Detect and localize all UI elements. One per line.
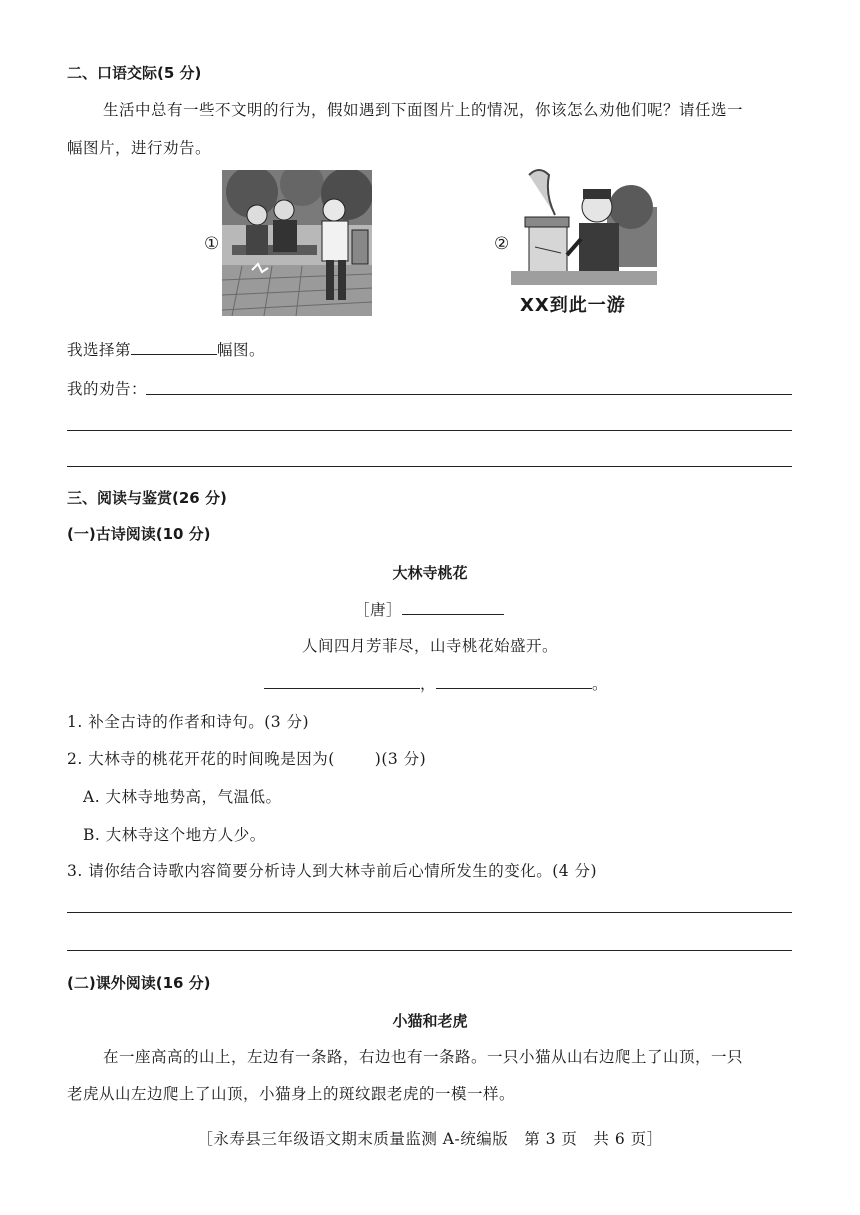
poem-period: 。 — [592, 675, 609, 693]
question-1: 1. 补全古诗的作者和诗句。(3 分) — [67, 713, 310, 731]
section-2-heading: 二、口语交际(5 分) — [67, 64, 202, 82]
subsection-1-heading: (一)古诗阅读(10 分) — [67, 525, 211, 543]
question-2-option-b: B. 大林寺这个地方人少。 — [83, 826, 266, 844]
picture-2-caption: XX到此一游 — [520, 295, 626, 316]
page-footer: ［永寿县三年级语文期末质量监测 A-统编版 第 3 页 共 6 页］ — [197, 1130, 663, 1148]
question-3-answer-line-1[interactable] — [67, 912, 792, 913]
poem-title: 大林寺桃花 — [392, 564, 468, 582]
advice-answer-line-3[interactable] — [67, 466, 792, 467]
picture-2-graffiti-scene — [511, 167, 657, 285]
choose-suffix: 幅图。 — [217, 341, 266, 359]
choose-picture-blank[interactable] — [131, 354, 217, 355]
poem-author-blank[interactable] — [402, 614, 504, 615]
advice-answer-line-2[interactable] — [67, 430, 792, 431]
choose-prefix: 我选择第 — [67, 341, 132, 359]
picture-1-littering-scene — [222, 170, 372, 316]
section-2-paragraph-line-1: 生活中总有一些不文明的行为，假如遇到下面图片上的情况，你该怎么劝他们呢？请任选一 — [103, 101, 744, 119]
advice-answer-line-1[interactable] — [146, 394, 792, 395]
question-2 — [67, 747, 426, 769]
story-title: 小猫和老虎 — [392, 1012, 468, 1030]
story-paragraph-line-2: 老虎从山左边爬上了山顶，小猫身上的斑纹跟老虎的一模一样。 — [67, 1085, 516, 1103]
section-3-heading: 三、阅读与鉴赏(26 分) — [67, 489, 227, 507]
question-2-suffix: )(3 分) — [374, 750, 427, 768]
section-2-paragraph-line-2: 幅图片，进行劝告。 — [67, 139, 212, 157]
advice-label: 我的劝告： — [67, 380, 148, 398]
poem-line-2-blank-1[interactable] — [264, 688, 420, 689]
poem-line-2 — [264, 672, 608, 694]
poem-line-2-blank-2[interactable] — [436, 688, 592, 689]
poem-comma: ， — [420, 675, 437, 693]
poem-dynasty: ［唐］ — [354, 601, 403, 619]
choose-picture-line — [67, 338, 265, 360]
question-3: 3. 请你结合诗歌内容简要分析诗人到大林寺前后心情所发生的变化。(4 分) — [67, 862, 598, 880]
question-3-answer-line-2[interactable] — [67, 950, 792, 951]
question-2-option-a: A. 大林寺地势高，气温低。 — [83, 788, 282, 806]
question-2-prefix: 2. 大林寺的桃花开花的时间晚是因为( — [67, 750, 335, 768]
picture-2-number: ② — [494, 234, 510, 254]
poem-author-line — [354, 598, 504, 620]
story-paragraph-line-1: 在一座高高的山上，左边有一条路，右边也有一条路。一只小猫从山右边爬上了山顶，一只 — [103, 1048, 744, 1066]
poem-line-1: 人间四月芳菲尽，山寺桃花始盛开。 — [301, 637, 558, 655]
picture-1-number: ① — [204, 234, 220, 254]
subsection-2-heading: (二)课外阅读(16 分) — [67, 974, 211, 992]
